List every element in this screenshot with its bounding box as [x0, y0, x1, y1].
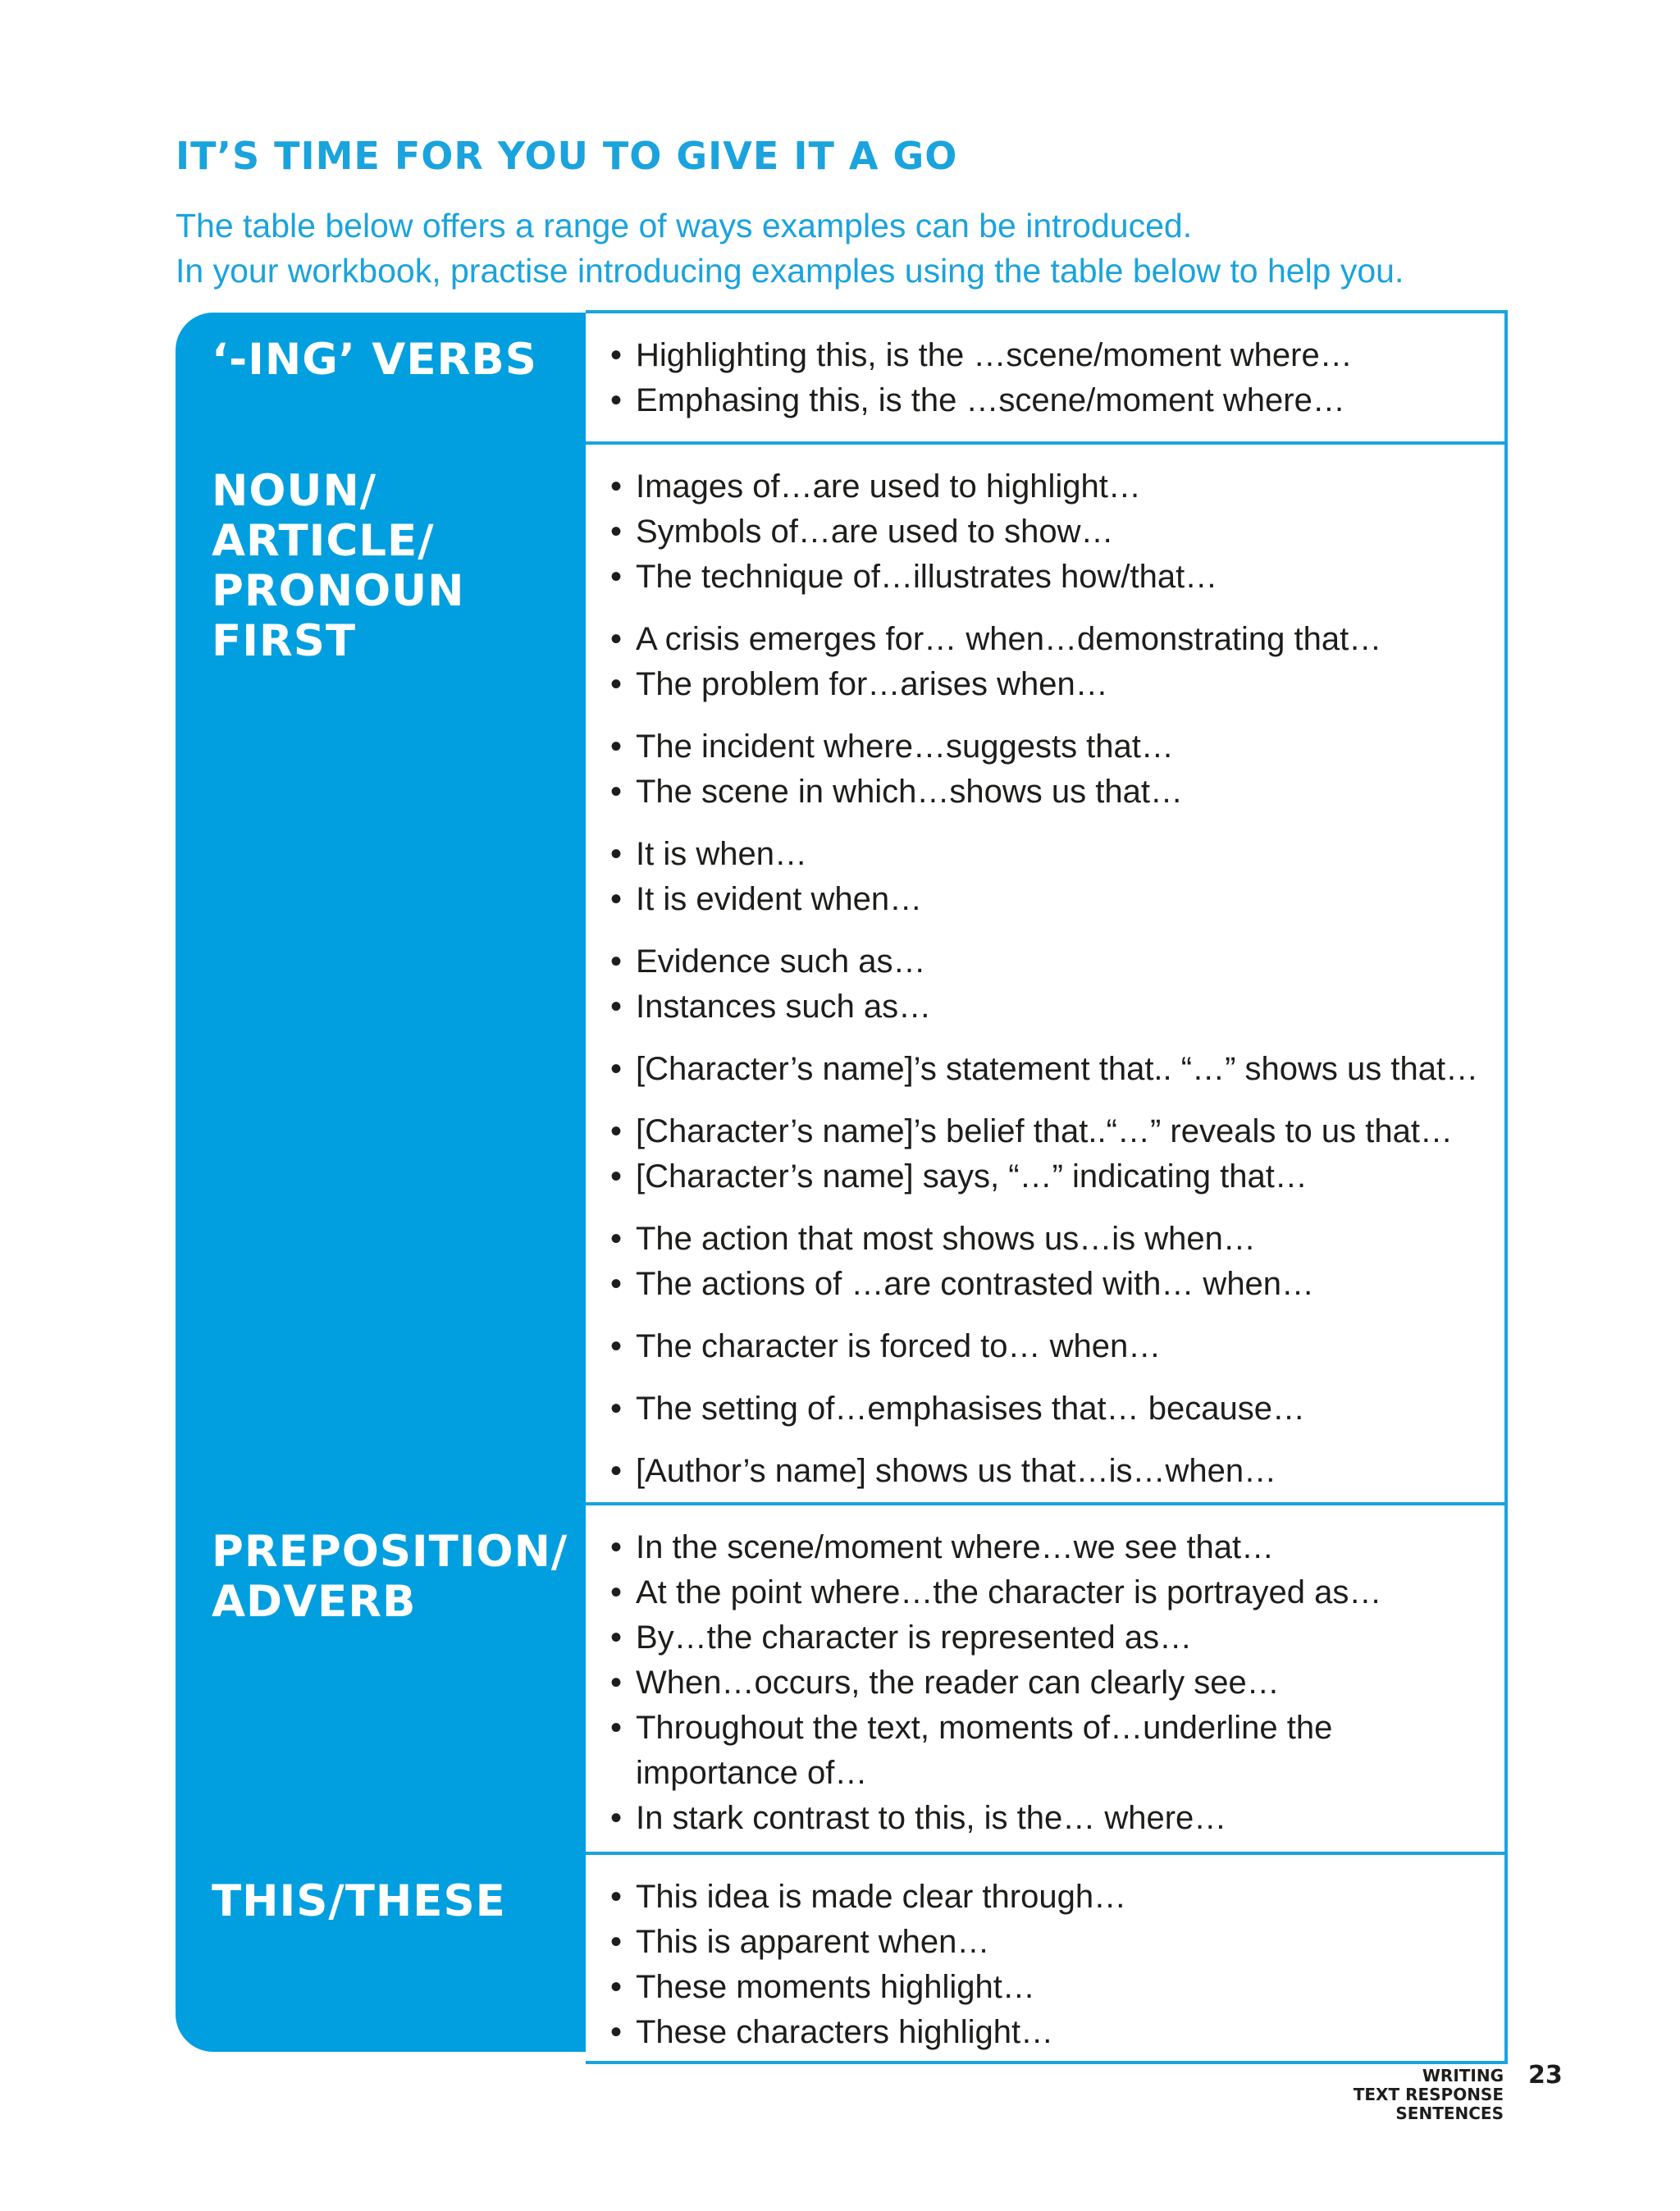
section-label-line: SENTENCES [1395, 2104, 1504, 2123]
example-group [610, 1217, 1488, 1307]
table-row [212, 313, 1504, 445]
list-item: • [Character’s name] says, “…” indicating that… [610, 1154, 1488, 1199]
category-label: NOUN/ ARTICLE/ PRONOUN FIRST [212, 466, 465, 666]
list-item: • It is when… [610, 832, 1488, 877]
table-row [212, 445, 1504, 1505]
example-group [610, 832, 1488, 922]
example-list [586, 1505, 1504, 1852]
list-item: • Images of…are used to highlight… [610, 464, 1488, 509]
example-list [586, 445, 1504, 1505]
example-group [610, 1047, 1488, 1092]
list-item: • The action that most shows us…is when… [610, 1217, 1488, 1262]
list-item: • In the scene/moment where…we see that… [610, 1525, 1488, 1570]
list-item: • These moments highlight… [610, 1965, 1488, 2010]
example-group [610, 333, 1488, 423]
list-item: • Throughout the text, moments of…underline the importance of… [610, 1706, 1488, 1796]
section-label-line: WRITING [1422, 2066, 1504, 2085]
list-item: • Evidence such as… [610, 939, 1488, 984]
example-group [610, 1386, 1488, 1432]
example-group [610, 1525, 1488, 1841]
page-number: 23 [1528, 2061, 1563, 2090]
list-item: • The setting of…emphasises that… because… [610, 1386, 1488, 1432]
example-group [610, 724, 1488, 815]
example-group [610, 939, 1488, 1030]
list-item: • This idea is made clear through… [610, 1875, 1488, 1920]
section-label [1354, 2067, 1504, 2123]
example-group [610, 1109, 1488, 1199]
table-row [212, 1505, 1504, 1855]
list-item: • A crisis emerges for… when…demonstrating that… [610, 617, 1488, 662]
example-group [610, 1875, 1488, 2055]
example-group [610, 1324, 1488, 1369]
example-list [586, 313, 1504, 435]
example-group [610, 1449, 1488, 1494]
list-item: • The scene in which…shows us that… [610, 770, 1488, 815]
category-label: THIS/THESE [212, 1876, 506, 1926]
list-item: • When…occurs, the reader can clearly see… [610, 1661, 1488, 1706]
list-item: • By…the character is represented as… [610, 1615, 1488, 1661]
table-row [212, 1855, 1504, 2061]
category-label: PREPOSITION/ ADVERB [212, 1527, 568, 1627]
page-heading: IT’S TIME FOR YOU TO GIVE IT A GO [176, 134, 958, 178]
list-item: • These characters highlight… [610, 2010, 1488, 2055]
list-item: • In stark contrast to this, is the… where… [610, 1796, 1488, 1841]
list-item: • The actions of …are contrasted with… when… [610, 1262, 1488, 1307]
intro-text [176, 203, 1570, 294]
example-list [586, 1855, 1504, 2067]
list-item: • The problem for…arises when… [610, 662, 1488, 707]
list-item: • This is apparent when… [610, 1920, 1488, 1965]
list-item: • [Character’s name]’s statement that.. “…” shows us that… [610, 1047, 1488, 1092]
example-group [610, 617, 1488, 707]
list-item: • It is evident when… [610, 877, 1488, 922]
intro-line: In your workbook, practise introducing examples using the table below to help you. [176, 252, 1404, 290]
list-item: • [Character’s name]’s belief that..“…” reveals to us that… [610, 1109, 1488, 1154]
list-item: • Emphasing this, is the …scene/moment where… [610, 378, 1488, 423]
example-group [610, 464, 1488, 600]
list-item: • The character is forced to… when… [610, 1324, 1488, 1369]
category-label: ‘-ING’ VERBS [212, 335, 537, 385]
list-item: • Highlighting this, is the …scene/moment where… [610, 333, 1488, 378]
intro-line: The table below offers a range of ways examples can be introduced. [176, 207, 1193, 244]
examples-table [212, 310, 1508, 2064]
list-item: • Symbols of…are used to show… [610, 509, 1488, 555]
list-item: • The incident where…suggests that… [610, 724, 1488, 770]
section-label-line: TEXT RESPONSE [1353, 2085, 1504, 2104]
list-item: • [Author’s name] shows us that…is…when… [610, 1449, 1488, 1494]
list-item: • At the point where…the character is portrayed as… [610, 1570, 1488, 1615]
list-item: • The technique of…illustrates how/that… [610, 555, 1488, 600]
list-item: • Instances such as… [610, 984, 1488, 1030]
